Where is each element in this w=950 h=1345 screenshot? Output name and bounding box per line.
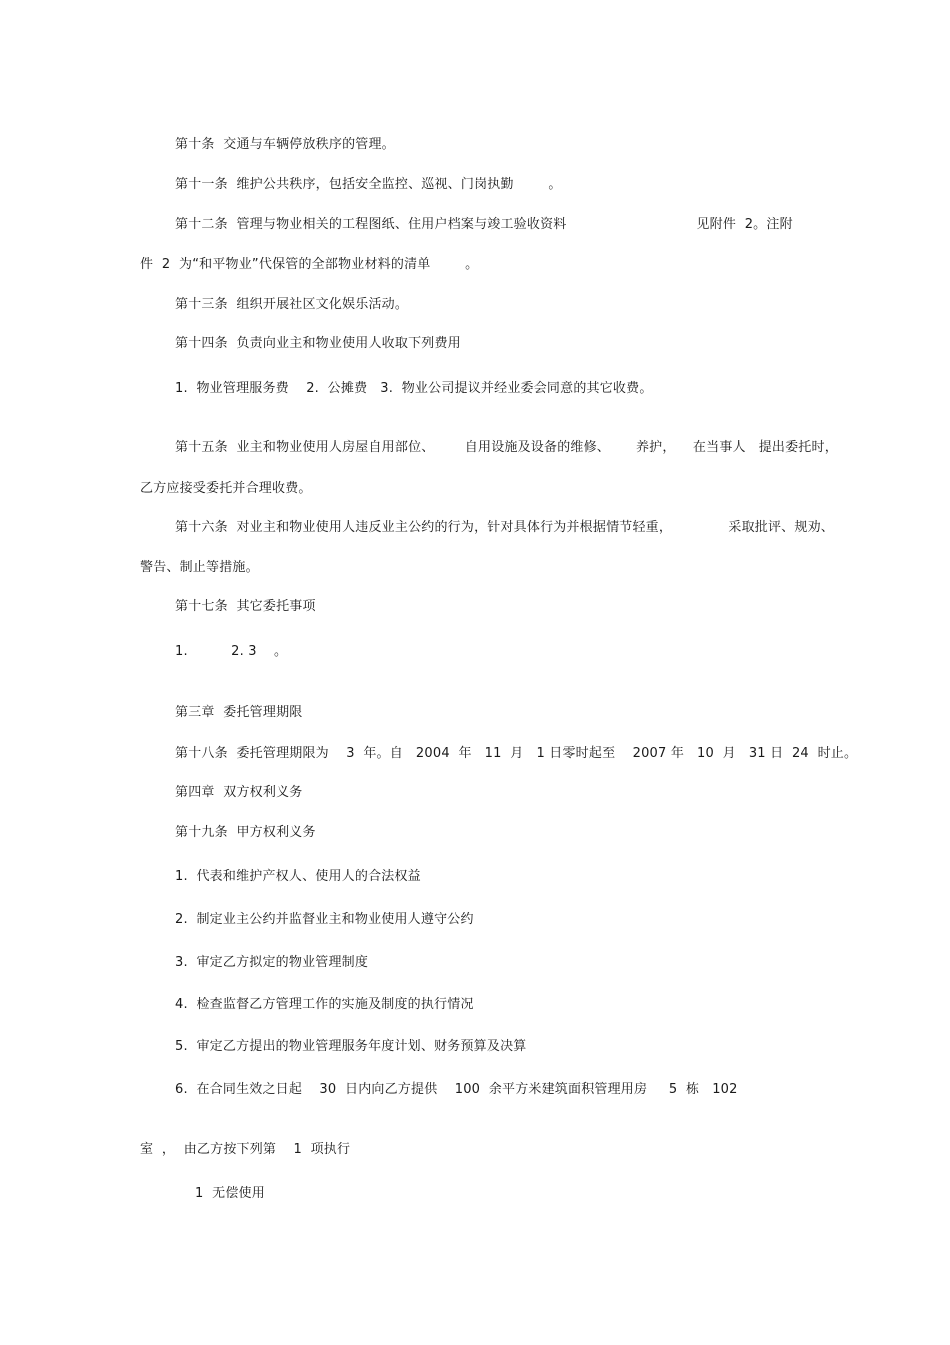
article-17-items: 1. 2. 3 。: [175, 644, 288, 659]
article-15-continuation: 乙方应接受委托并合理收费。: [140, 481, 312, 496]
article-19-item-2: 2. 制定业主公约并监督业主和物业使用人遵守公约: [175, 912, 474, 927]
article-19-item-1: 1. 代表和维护产权人、使用人的合法权益: [175, 869, 421, 884]
article-17: 第十七条 其它委托事项: [175, 599, 316, 614]
article-11: 第十一条 维护公共秩序，包括安全监控、巡视、门岗执勤 。: [175, 177, 562, 192]
article-19: 第十九条 甲方权利义务: [175, 825, 316, 840]
article-19-item-6-continuation: 室 ， 由乙方按下列第 1 项执行: [140, 1142, 351, 1157]
article-15: 第十五条 业主和物业使用人房屋自用部位、 自用设施及设备的维修、 养护， 在当事人 提出委托时，: [175, 440, 838, 455]
article-18: 第十八条 委托管理期限为 3 年。自 2004 年 11 月 1 日零时起至 2007 年 10 月 31 日 24 时止。: [175, 746, 858, 761]
chapter-3-heading: 第三章 委托管理期限: [175, 705, 303, 720]
article-16-continuation: 警告、制止等措施。: [140, 560, 259, 575]
chapter-4-heading: 第四章 双方权利义务: [175, 785, 303, 800]
option-1: 1 无偿使用: [195, 1186, 265, 1201]
article-19-item-4: 4. 检查监督乙方管理工作的实施及制度的执行情况: [175, 997, 474, 1012]
article-13: 第十三条 组织开展社区文化娱乐活动。: [175, 297, 409, 312]
article-10: 第十条 交通与车辆停放秩序的管理。: [175, 137, 395, 152]
article-19-item-5: 5. 审定乙方提出的物业管理服务年度计划、财务预算及决算: [175, 1039, 527, 1054]
article-14: 第十四条 负责向业主和物业使用人收取下列费用: [175, 336, 461, 351]
article-19-item-6: 6. 在合同生效之日起 30 日内向乙方提供 100 余平方米建筑面积管理用房 5 栋 102: [175, 1082, 738, 1097]
article-14-items: 1. 物业管理服务费 2. 公摊费 3. 物业公司提议并经业委会同意的其它收费。: [175, 381, 653, 396]
article-12-continuation: 件 2 为“和平物业”代保管的全部物业材料的清单 。: [140, 257, 479, 272]
article-12: 第十二条 管理与物业相关的工程图纸、住用户档案与竣工验收资料 见附件 2。注附: [175, 217, 793, 232]
article-19-item-3: 3. 审定乙方拟定的物业管理制度: [175, 955, 369, 970]
article-16: 第十六条 对业主和物业使用人违反业主公约的行为，针对具体行为并根据情节轻重， 采取批评、规劝、: [175, 520, 834, 535]
